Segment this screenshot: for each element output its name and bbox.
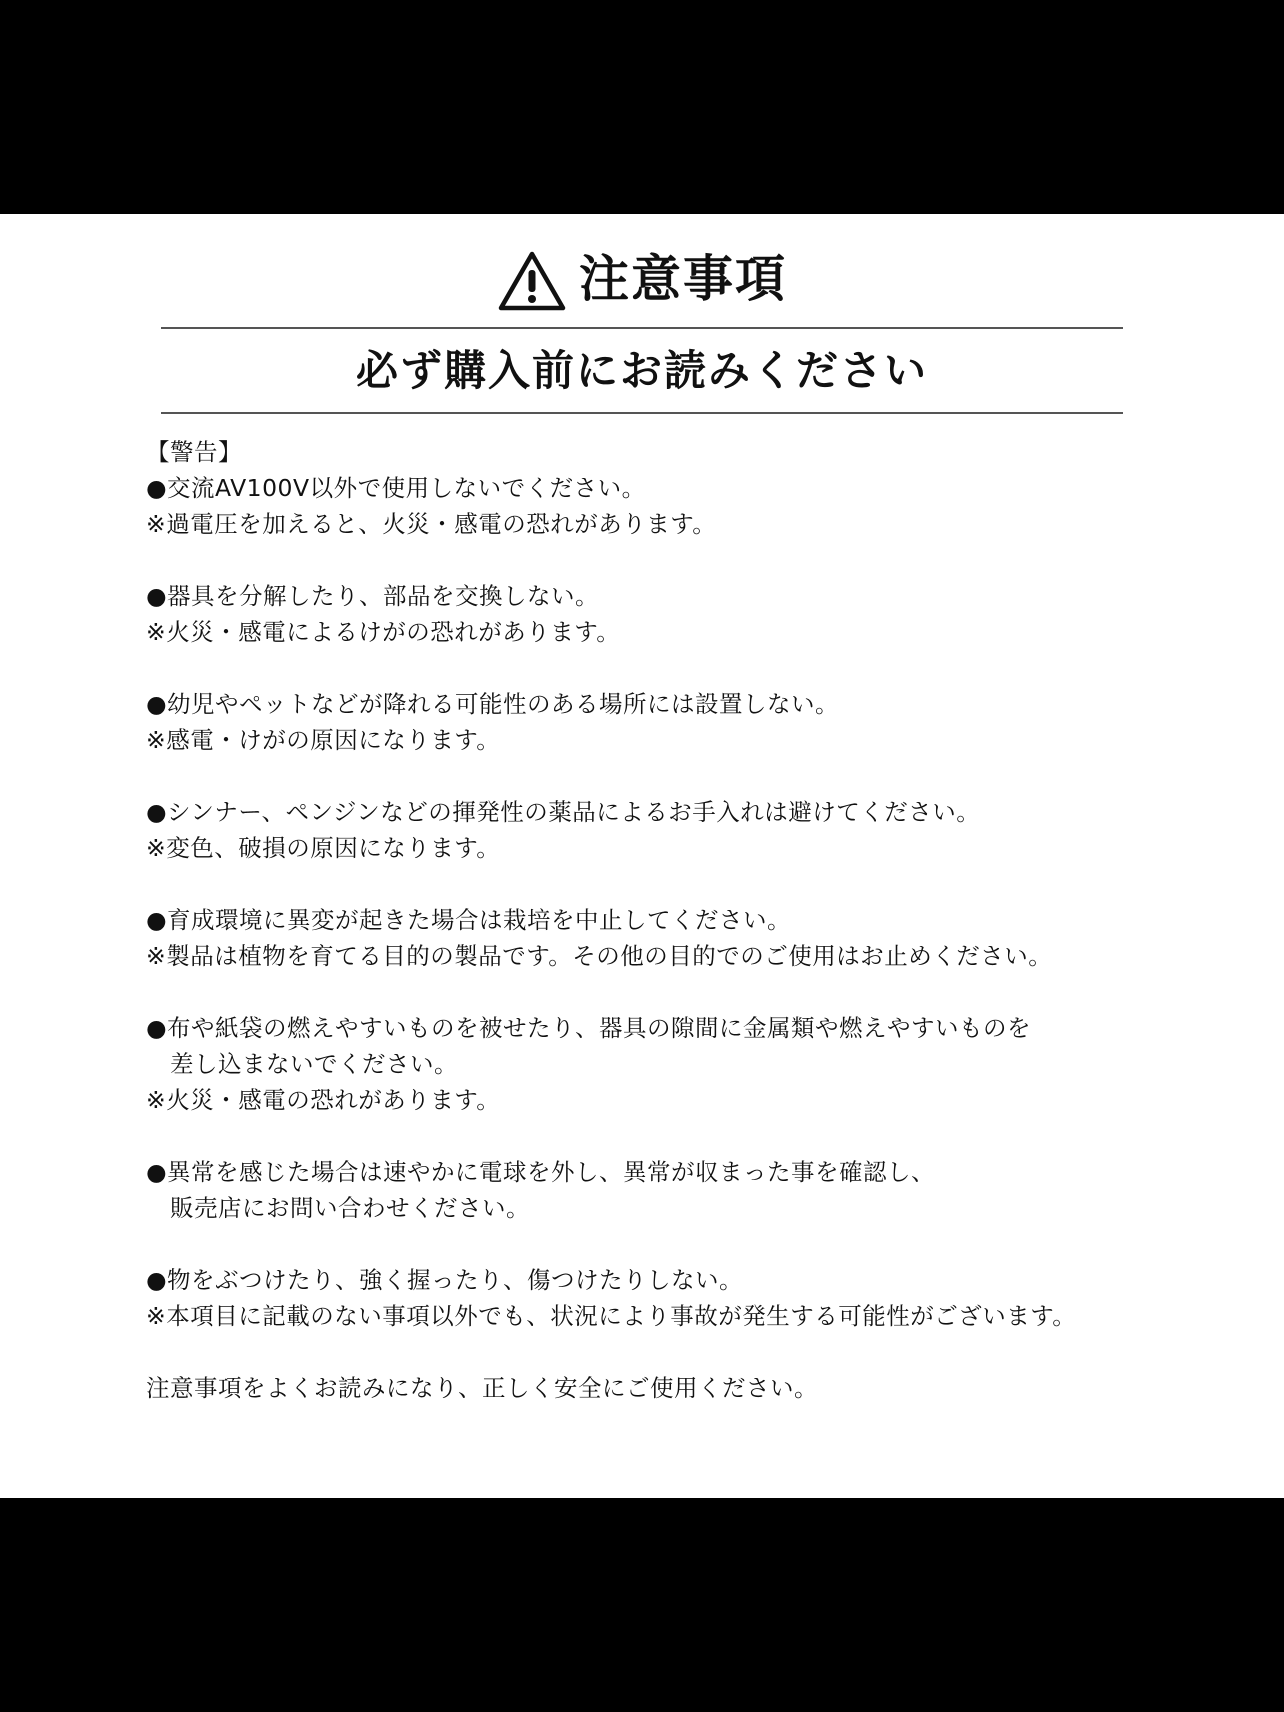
warning-item	[146, 1154, 1146, 1226]
warning-note: ※製品は植物を育てる目的の製品です。その他の目的でのご使用はお止めください。	[146, 942, 1053, 970]
heading	[0, 244, 1284, 314]
warning-line: ●育成環境に異変が起きた場合は栽培を中止してください。	[146, 906, 792, 934]
warning-list	[146, 470, 1146, 1334]
warning-notes	[146, 434, 1146, 1406]
warning-triangle-icon	[497, 250, 567, 312]
warning-item	[146, 470, 1146, 542]
warning-line: ●幼児やペットなどが降れる可能性のある場所には設置しない。	[146, 690, 840, 718]
warning-item	[146, 578, 1146, 650]
warning-item	[146, 686, 1146, 758]
divider-bottom	[161, 412, 1123, 414]
divider-top	[161, 327, 1123, 329]
page-title: 注意事項	[579, 250, 787, 308]
section-label: 【警告】	[146, 438, 242, 466]
warning-line: 差し込まないでください。	[170, 1050, 458, 1078]
warning-note: ※火災・感電の恐れがあります。	[146, 1086, 501, 1114]
warning-line: ●シンナー、ペンジンなどの揮発性の薬品によるお手入れは避けてください。	[146, 798, 981, 826]
warning-line: 販売店にお問い合わせください。	[170, 1194, 530, 1222]
warning-item	[146, 1010, 1146, 1118]
warning-line: ●交流AV100V以外で使用しないでください。	[146, 474, 646, 502]
caution-notice-panel	[0, 214, 1284, 1498]
warning-note: ※変色、破損の原因になります。	[146, 834, 501, 862]
warning-item	[146, 794, 1146, 866]
warning-item	[146, 902, 1146, 974]
warning-line: ●物をぶつけたり、強く握ったり、傷つけたりしない。	[146, 1266, 744, 1294]
warning-note: ※火災・感電によるけがの恐れがあります。	[146, 618, 621, 646]
subtitle: 必ず購入前にお読みください	[355, 346, 928, 395]
warning-line: ●布や紙袋の燃えやすいものを被せたり、器具の隙間に金属類や燃えやすいものを	[146, 1014, 1032, 1042]
warning-line: ●器具を分解したり、部品を交換しない。	[146, 582, 600, 610]
warning-item	[146, 1262, 1146, 1334]
warning-note: ※過電圧を加えると、火災・感電の恐れがあります。	[146, 510, 717, 538]
warning-line: ●異常を感じた場合は速やかに電球を外し、異常が収まった事を確認し、	[146, 1158, 936, 1186]
closing-text: 注意事項をよくお読みになり、正しく安全にご使用ください。	[146, 1374, 818, 1402]
warning-note: ※感電・けがの原因になります。	[146, 726, 501, 754]
warning-note: ※本項目に記載のない事項以外でも、状況により事故が発生する可能性がございます。	[146, 1302, 1077, 1330]
